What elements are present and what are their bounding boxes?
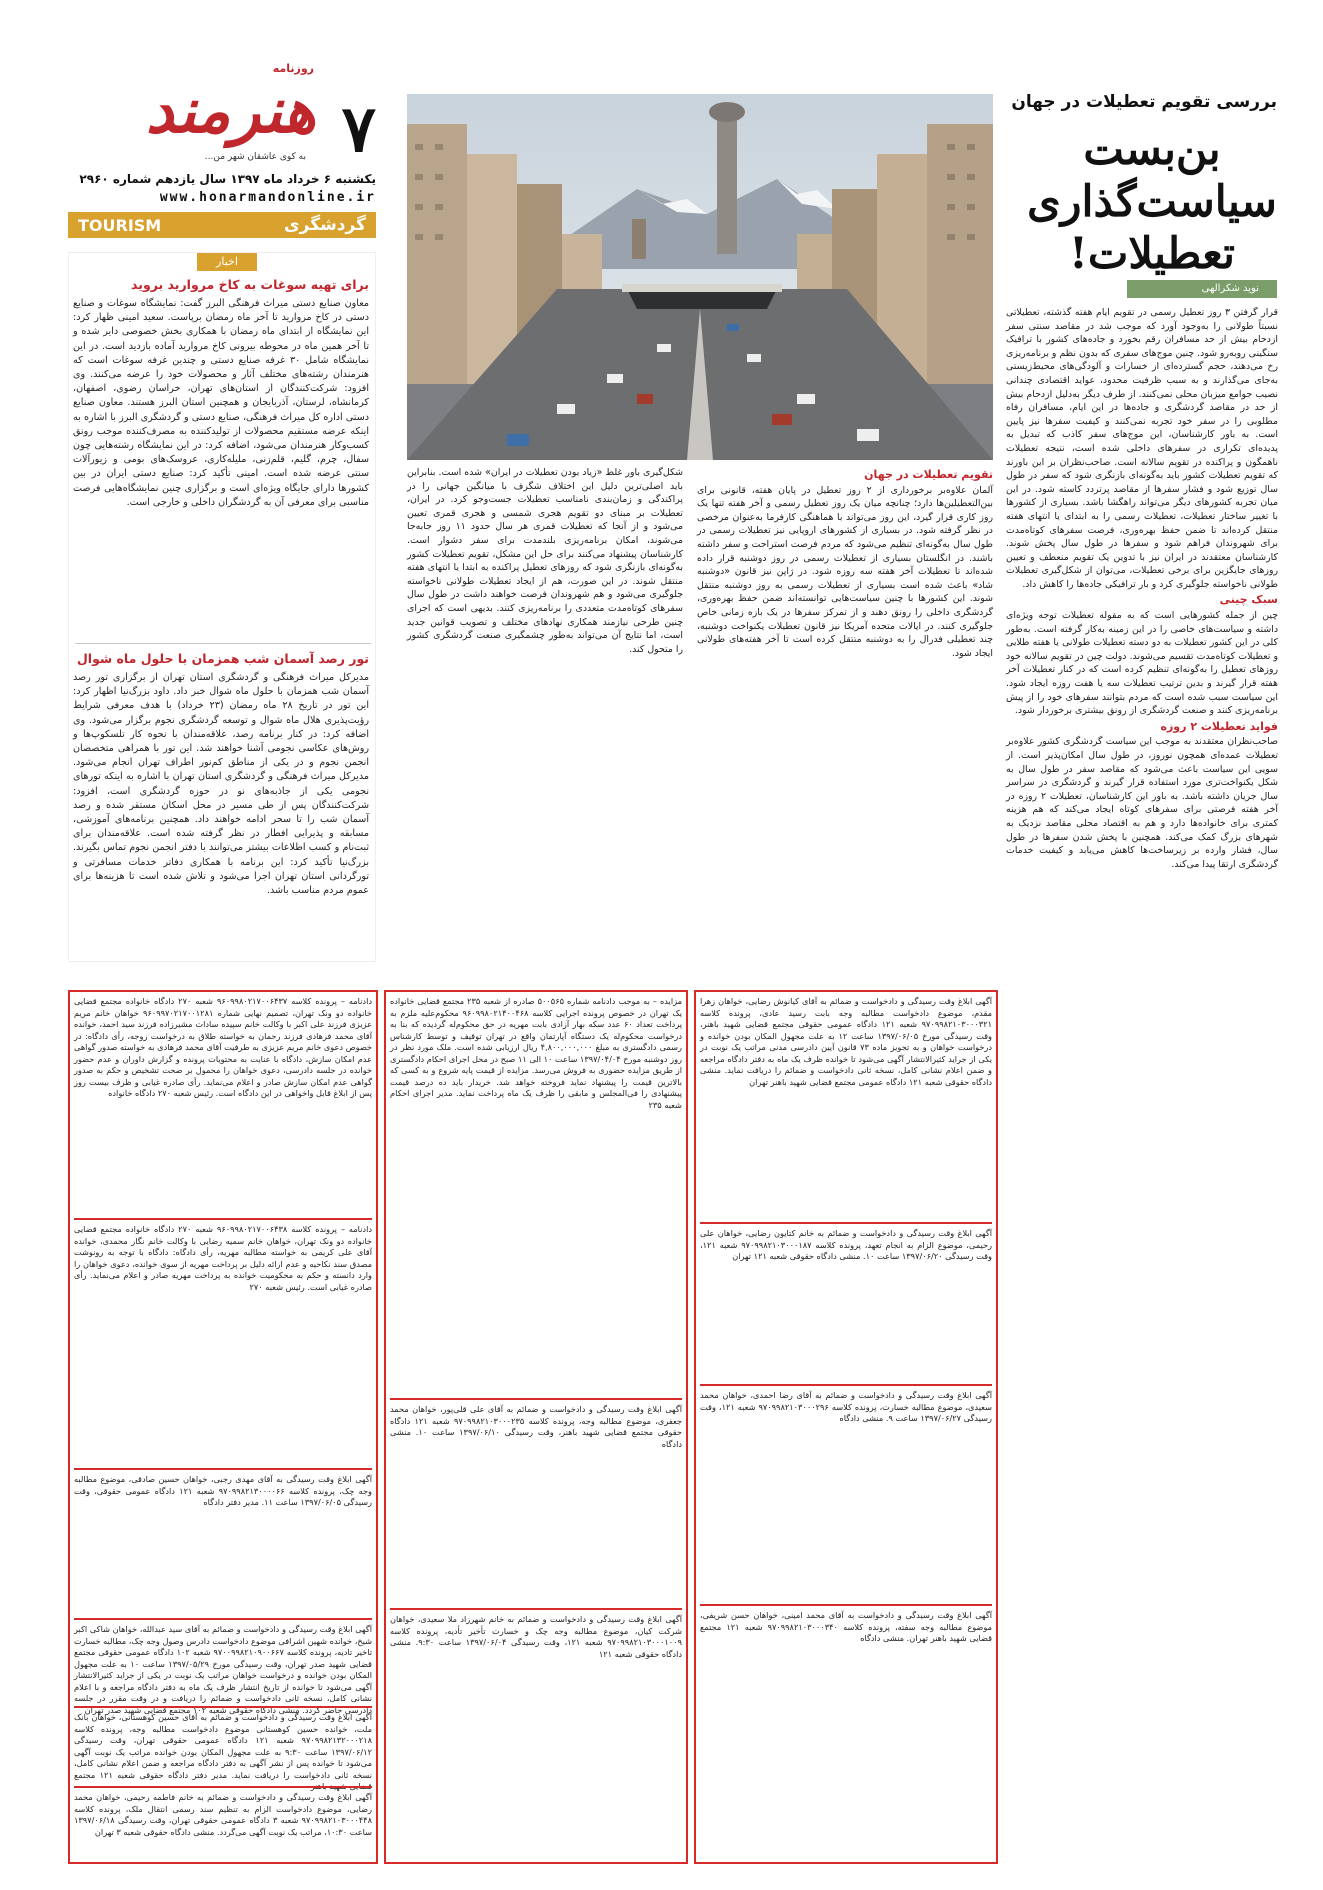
logo-small-text: روزنامه (272, 62, 314, 75)
legal-notice: دادنامه – پرونده کلاسه ۹۶۰۹۹۸۰۲۱۷۰۰۶۴۳۷ شعبه ۲۷۰ دادگاه خانواده مجتمع قضایی خانواده دو ونک تهران، تصمیم نهایی شماره ۹۶۰۹۹۷۰۲۱۷۰۰۱۲۸۱ خواهان خانم مریم عزیزی فرزند علی اکبر با وکالت خانم سپیده سادات مشیرزاده فرزند سید احمد، خوانده آقای محمد فرهادی فرزند رحمان به خواسته طلاق به درخواست زوجه، رأی دادگاه: در خصوص دعوی خانم مریم عزیزی به طرفیت آقای محمد فرهادی به خواسته صدور گواهی عدم امکان سازش، دادگاه با عنایت به محتویات پرونده و گزارش داوران و عدم حضور خوانده در جلسه دادرسی، دعوی خواهان را محمول بر صحت تشخیص و حکم به صدور گواهی عدم امکان سازش صادر و اعلام می‌نماید. رأی صادره غیابی و ظرف بیست روز پس از ابلاغ قابل واخواهی در این دادگاه است. رئیس شعبه ۲۷۰ دادگاه خانواده (74, 996, 372, 1098)
ad-divider (74, 1706, 372, 1708)
ad-divider (74, 1786, 372, 1788)
ad-divider (700, 1384, 992, 1386)
legal-notice: آگهی ابلاغ وقت رسیدگی به آقای مهدی رجبی، خواهان حسین صادقی، موضوع مطالبه وجه چک، پرونده کلاسه ۹۷۰۹۹۸۲۱۳۰۰۰۰۶۶ شعبه ۱۲۱ دادگاه عمومی حقوقی، وقت رسیدگی ۱۳۹۷/۰۶/۰۵ ساعت ۱۱. مدیر دفتر دادگاه (74, 1474, 372, 1507)
news-body: مدیرکل میراث فرهنگی و گردشگری استان تهران از برگزاری تور رصد آسمان شب همزمان با حلول ماه شوال خبر داد. داود بزرگ‌نیا اظهار کرد: این تور در تاریخ ۲۸ ماه رمضان (۲۳ خرداد) با هدف معرفی شرایط رؤیت‌پذیری هلال ماه شوال و توسعه گردشگری نجوم برگزار می‌شود. وی اضافه کرد: در کنار برنامه رصد، علاقه‌مندان با نحوه کار تلسکوپ‌ها و روش‌های عکاسی نجومی آشنا خواهند شد. این تور با همراهی متخصصان انجمن نجوم و در یکی از مناطق کم‌نور اطراف تهران انجام می‌شود. مدیرکل میراث فرهنگی و گردشگری استان تهران با اشاره به اینکه تورهای نجومی یکی از جاذبه‌های نو در حوزه گردشگری است، افزود: شرکت‌کنندگان پس از طی مسیر در محل اسکان مستقر شده و رصد آسمان شب را تا سحر ادامه خواهند داد. همچنین برنامه‌های آموزشی، مسابقه و پذیرایی افطار در نظر گرفته شده است. علاقه‌مندان برای ثبت‌نام و کسب اطلاعات بیشتر می‌توانند با دفتر انجمن نجوم تماس بگیرند. بزرگ‌نیا تأکید کرد: این برنامه با همکاری دفاتر خدمات مسافرتی و تورگردانی استان تهران اجرا می‌شود و تلاش شده است تا هزینه‌ها برای عموم مردم مناسب باشد. (73, 672, 369, 897)
article-paragraph: صاحب‌نظران معتقدند به موجب این سیاست گردشگری کشور علاوه‌بر تعطیلات عمده‌ای همچون نوروز، در طول سال امکان‌پذیر است. از سویی این سیاست باعث می‌شود که مقاصد سفر در طول سال به شکل یکنواخت‌تری مورد استفاده قرار گیرند و گردشگری در سراسر سال جریان داشته باشد. به باور این کارشناسان، تعطیلات ۲ روزه در آخر هفته فرصتی برای سفرهای کوتاه ایجاد می‌کند که هم هزینه کمتری برای خانواده‌ها دارد و هم به اقتصاد محلی مقاصد نزدیک به شهرهای بزرگ کمک می‌کند. همچنین با پخش شدن سفرها در طول سال، فشار وارده بر زیرساخت‌ها کاهش می‌یابد و کیفیت خدمات گردشگری ارتقا پیدا می‌کند. (1006, 736, 1279, 870)
article-paragraph: آلمان علاوه‌بر برخورداری از ۲ روز تعطیل در پایان هفته، قانونی برای بین‌التعطیلین‌ها دارد؛ چنانچه میان یک روز تعطیل رسمی و آخر هفته تنها یک روز کاری قرار گیرد، این روز می‌تواند با هماهنگی کارفرما به‌عنوان مرخصی در نظر گرفته شود. در بسیاری از کشورهای اروپایی نیز تعطیلات رسمی در طول سال به‌گونه‌ای تنظیم می‌شود که مردم فرصت استراحت و سفر داشته باشند. در انگلستان بسیاری از تعطیلات رسمی در روز دوشنبه قرار داده شده‌اند تا تعطیلات آخر هفته سه روزه شود. در ژاپن نیز قانون «دوشنبه شاد» باعث شده است بسیاری از تعطیلات رسمی به روز دوشنبه منتقل شوند. این کشورها با چنین سیاست‌هایی توانسته‌اند ضمن حفظ بهره‌وری، گردشگری داخلی را رونق دهند و از تمرکز سفرها در یک بازه زمانی خاص جلوگیری کنند. در ایالات متحده آمریکا نیز قانون تعطیلات یکنواخت دوشنبه، چند تعطیلی فدرال را به دوشنبه منتقل کرده است تا آخر هفته‌های طولانی ایجاد شود. (697, 484, 994, 659)
legal-notice: آگهی ابلاغ وقت رسیدگی و دادخواست و ضمائم به خانم شهرزاد ملا سعیدی، خواهان شرکت کیان، موضوع مطالبه وجه چک و خسارت تأخیر تأدیه، پرونده کلاسه ۹۷۰۹۹۸۲۱۰۳۰۰۰۱۰۰۹ شعبه ۱۲۱، وقت رسیدگی ۱۳۹۷/۰۶/۰۴ ساعت ۹:۳۰. منشی دادگاه حقوقی شعبه ۱۲۱ (390, 1614, 682, 1659)
legal-notice: آگهی ابلاغ وقت رسیدگی و دادخواست و ضمائم به آقای کیانوش رضایی، خواهان زهرا مقدم، موضوع دادخواست مطالبه وجه بابت رسید عادی، پرونده کلاسه ۹۷۰۹۹۸۲۱۰۳۰۰۰۳۲۱ شعبه ۱۲۱ دادگاه عمومی حقوقی مجتمع قضایی شهید باهنر، وقت رسیدگی مورخ ۱۳۹۷/۰۶/۰۵ ساعت ۱۲ به علت مجهول المکان بودن خوانده و درخواست خواهان و به تجویز ماده ۷۳ قانون آیین دادرسی مدنی مراتب یک نوبت در یکی از جراید کثیرالانتشار آگهی می‌شود تا خوانده ظرف یک ماه به دفتر دادگاه مراجعه و ضمن اعلام نشانی کامل، نسخه ثانی دادخواست و ضمائم را دریافت نماید. منشی دادگاه حقوقی شعبه ۱۲۱ دادگاه عمومی مجتمع قضایی شهید باهنر تهران (700, 996, 992, 1087)
logo-tagline: ...به کوی عاشقان شهر من (204, 152, 306, 162)
ad-divider (74, 1218, 372, 1220)
legal-notice: آگهی ابلاغ وقت رسیدگی و دادخواست و ضمائم به آقای علی قلی‌پور، خواهان محمد جعفری، موضوع مطالبه وجه، پرونده کلاسه ۹۷۰۹۹۸۲۱۰۳۰۰۰۲۳۵ شعبه ۱۲۱ دادگاه حقوقی مجتمع قضایی شهید باهنر، وقت رسیدگی ۱۳۹۷/۰۶/۱۰ ساعت ۱۰. منشی دادگاه (390, 1404, 682, 1449)
ad-divider (700, 1222, 992, 1224)
article-paragraph: شکل‌گیری باور غلط «زیاد بودن تعطیلات در ایران» شده است. بنابراین باید اصلی‌ترین دلیل این اختلاف شگرف با میانگین جهانی را در پراکندگی و زمان‌بندی نامناسب تعطیلات جست‌وجو کرد. در ایران، تعطیلات بر مبنای دو تقویم هجری شمسی و هجری قمری تعیین می‌شود و از آنجا که تعطیلات قمری هر سال حدود ۱۱ روز جابه‌جا می‌شوند، امکان برنامه‌ریزی بلندمدت برای سفر دشوار است. کارشناسان پیشنهاد می‌کنند برای حل این مشکل، تقویم تعطیلات کشور به‌گونه‌ای بازنگری شود که روزهای تعطیل پراکنده به ابتدا یا انتهای هفته منتقل شوند. در این صورت، هم از ایجاد تعطیلات طولانی ناخواسته جلوگیری می‌شود و هم شهروندان فرصت خواهند داشت در طول سال سفرهای کوتاه‌مدت متعددی را برنامه‌ریزی کنند. بدیهی است که اجرای چنین طرحی نیازمند همکاری نهادهای مختلف و تصویب قوانین جدید است، اما نتایج آن می‌تواند به‌طور چشمگیری صنعت گردشگری کشور را متحول کند. (407, 467, 683, 655)
news-tag: اخبار (197, 253, 257, 271)
newspaper-logo: هنرمند (145, 74, 316, 147)
article-column-1 (1006, 306, 1278, 1860)
ad-divider (390, 1398, 682, 1400)
legal-notice: آگهی ابلاغ وقت رسیدگی و دادخواست به آقای محمد امینی، خواهان حسن شریفی، موضوع مطالبه وجه سفته، پرونده کلاسه ۹۷۰۹۹۸۲۱۰۳۰۰۰۳۴۰ شعبه ۱۲۱ مجتمع قضایی شهید باهنر تهران. منشی دادگاه (700, 1610, 992, 1643)
ads-column-3 (68, 990, 378, 1864)
section-banner (68, 212, 376, 238)
page-number: ۷ (341, 92, 376, 167)
news-column (68, 252, 376, 962)
ad-divider (700, 1604, 992, 1606)
legal-notice: آگهی ابلاغ وقت رسیدگی و دادخواست و ضمائم به خانم فاطمه رحیمی، خواهان محمد رضایی، موضوع دادخواست الزام به تنظیم سند رسمی انتقال ملک، پرونده کلاسه ۹۷۰۹۹۸۲۱۰۳۰۰۰۴۴۸ شعبه ۳ دادگاه عمومی حقوقی تهران، وقت رسیدگی ۱۳۹۷/۰۶/۱۸ ساعت ۱۰:۳۰، مراتب یک نوبت آگهی می‌گردد. منشی دادگاه حقوقی شعبه ۳ تهران (74, 1792, 372, 1837)
article-headline: بن‌بست سیاست‌گذاری تعطیلات! (1027, 125, 1277, 279)
news-divider (75, 643, 371, 644)
article-subhead: سبک چینی (1219, 593, 1278, 607)
city-highway-photo (407, 94, 993, 460)
legal-notice: مزایده – به موجب دادنامه شماره ۵۰۰۵۶۵ صادره از شعبه ۲۳۵ مجتمع قضایی خانواده یک تهران در خصوص پرونده اجرایی کلاسه ۹۶۰۹۹۸۰۲۱۴۰۰۴۶۸ محکوم‌علیه ملزم به پرداخت تعداد ۶۰ عدد سکه بهار آزادی بابت مهریه در حق محکوم‌له گردیده که بنا به درخواست محکوم‌له یک دستگاه آپارتمان واقع در تهران توقیف و توسط کارشناس رسمی دادگستری به مبلغ ۴,۸۰۰,۰۰۰,۰۰۰ ریال ارزیابی شده است. ملک مورد نظر در روز دوشنبه مورخ ۱۳۹۷/۰۴/۰۴ ساعت ۱۰ الی ۱۱ صبح در محل اجرای احکام دادگستری از طریق مزایده حضوری به فروش می‌رسد. مزایده از قیمت پایه شروع و به کسی که بالاترین قیمت را پیشنهاد نماید فروخته خواهد شد. خریدار باید ده درصد قیمت پیشنهادی را فی‌المجلس و مابقی را ظرف یک ماه پرداخت نماید. مدیر اجرای احکام شعبه ۲۳۵ (390, 996, 682, 1110)
legal-notice: آگهی ابلاغ وقت رسیدگی و دادخواست و ضمائم به آقای رضا احمدی، خواهان محمد سعیدی، موضوع مطالبه خسارت، پرونده کلاسه ۹۷۰۹۹۸۲۱۰۳۰۰۰۲۹۶ شعبه ۱۲۱، وقت رسیدگی ۱۳۹۷/۰۶/۲۷ ساعت ۹. منشی دادگاه (700, 1390, 992, 1423)
ad-divider (74, 1468, 372, 1470)
article-author: نوید شکرالهی (1127, 280, 1277, 298)
article-column-2 (697, 466, 993, 966)
article-paragraph: چین از جمله کشورهایی است که به مقوله تعطیلات توجه ویژه‌ای داشته و سیاست‌های خاصی را در این زمینه به‌کار گرفته است. به‌طور کلی در این کشور تعطیلات به دو دسته تعطیلات طولانی یا هفته طلایی و تعطیلات کوتاه‌مدت تقسیم می‌شوند. دولت چین در تقویم سالانه خود روزهای تعطیل را به‌گونه‌ای تنظیم کرده است که در کنار تعطیلات آخر هفته قرار گیرند و بدین ترتیب تعطیلات سه یا هفت روزه ایجاد شود. این سیاست سبب شده است که مردم بتوانند سفرهای خود را از پیش برنامه‌ریزی کنند و صنعت گردشگری از رونق بیشتری برخوردار شود. (1006, 610, 1278, 717)
legal-notice: آگهی ابلاغ وقت رسیدگی و دادخواست و ضمائم به خانم کتایون رضایی، خواهان علی رحیمی، موضوع الزام به انجام تعهد، پرونده کلاسه ۹۷۰۹۹۸۲۱۰۳۰۰۰۱۸۷ شعبه ۱۲۱، وقت رسیدگی ۱۳۹۷/۰۶/۲۰ ساعت ۱۰. منشی دادگاه حقوقی شعبه ۱۲۱ تهران (700, 1228, 992, 1261)
legal-notice: دادنامه – پرونده کلاسه ۹۶۰۹۹۸۰۲۱۷۰۰۶۴۳۸ شعبه ۲۷۰ دادگاه خانواده مجتمع قضایی خانواده دو ونک تهران، خواهان خانم سمیه رضایی با وکالت خانم نگار محمدی، خوانده آقای علی کریمی به خواسته مطالبه مهریه، رأی دادگاه: دادگاه با توجه به رونوشت مصدق سند نکاحیه و عدم ارائه دلیل بر پرداخت مهریه از سوی خوانده، دعوی خواهان را وارد دانسته و حکم به محکومیت خوانده به پرداخت مهریه صادر و اعلام می‌نماید. رأی صادره غیابی است. رئیس شعبه ۲۷۰ (74, 1224, 372, 1292)
legal-notice: آگهی ابلاغ وقت رسیدگی و دادخواست و ضمائم به آقای حسین کوهستانی، خواهان بانک ملت، خوانده حسین کوهستانی موضوع دادخواست مطالبه وجه، پرونده کلاسه ۹۷۰۹۹۸۲۱۳۲۰۰۰۲۱۸ شعبه ۱۲۱ دادگاه عمومی حقوقی تهران، وقت رسیدگی ۱۳۹۷/۰۶/۱۲ ساعت ۹:۳۰ به علت مجهول المکان بودن خوانده مراتب یک نوبت آگهی می‌شود تا خوانده پس از نشر آگهی به دفتر دادگاه مراجعه و ضمن اعلام نشانی کامل، نسخه ثانی دادخواست را دریافت نماید. مدیر دفتر دادگاه حقوقی شعبه ۱۲۱ مجتمع قضایی شهید باهنر (74, 1712, 372, 1791)
legal-notice: آگهی ابلاغ وقت رسیدگی و دادخواست و ضمائم به آقای سید عبدالله، خواهان شاکی اکبر شیخ، خوانده شهین اشرافی موضوع دادخواست دادرس وصول وجه چک، مطالبه خسارت تاخیر تادیه، پرونده کلاسه ۹۷۰۰۹۹۸۲۱۰۹۰۰۶۶۷ شعبه ۱۰۲ دادگاه عمومی حقوقی مجتمع قضایی شهید صدر تهران، وقت رسیدگی مورخ ۱۳۹۷/۰۵/۲۹ ساعت ۱۰ به علت مجهول المکان بودن خوانده و درخواست خواهان مراتب یک نوبت در یکی از جراید کثیرالانتشار آگهی می‌شود تا خوانده از تاریخ انتشار ظرف یک ماه به دفتر دادگاه مراجعه و با اعلام نشانی کامل، نسخه ثانی دادخواست و ضمائم را دریافت و در وقت مقرر در جلسه دادرسی حاضر گردد. منشی دادگاه حقوقی شعبه ۱۰۲ مجتمع قضایی شهید صدر تهران (74, 1624, 372, 1715)
article-subhead: تقویم تعطیلات در جهان (864, 468, 993, 481)
news-body: معاون صنایع دستی میراث فرهنگی البرز گفت: نمایشگاه سوغات و صنایع دستی در کاخ مروارید تا آخر ماه رمضان برپاست. سعید امینی ظهار کرد: این نمایشگاه از ابتدای ماه رمضان با همکاری بخش خصوصی دایر شده و تا آخر همین ماه در محوطه بیرونی کاخ مروارید آماده بازدید است. در این نمایشگاه شامل ۳۰ غرفه صنایع دستی و چندین غرفه سوغات است که هنرمندان رشته‌های مختلف آثار و محصولات خود را عرضه می‌کنند. وی افزود: شرکت‌کنندگان از استان‌های تهران، خراسان رضوی، اصفهان، کرمانشاه، لرستان، آذربایجان و همچنین استان البرز هستند. معاون صنایع دستی اداره کل میراث فرهنگی، صنایع دستی و گردشگری البرز با اشاره به اینکه عرضه مستقیم محصولات از تولیدکننده به مصرف‌کننده موجب رونق کسب‌وکار هنرمندان می‌شود، اضافه کرد: در این نمایشگاه رشته‌هایی چون سفال، چرم، گلیم، قلم‌زنی، ملیله‌کاری، عروسک‌های بومی و زیورآلات سنتی عرضه شده است. امینی تأکید کرد: صنایع دستی ایران در بین کشورها دارای جایگاه ویژه‌ای است و برگزاری چنین نمایشگاه‌هایی فرصت مناسبی برای معرفی آن به گردشگران داخلی و خارجی است. (73, 298, 369, 508)
article-subhead: فواید تعطیلات ۲ روزه (1160, 719, 1278, 733)
news-title: تور رصد آسمان شب همزمان با حلول ماه شوال (76, 651, 369, 666)
masthead (68, 62, 376, 252)
section-title-en: TOURISM (78, 216, 162, 235)
news-title: برای تهیه سوغات به کاخ مروارید بروید (131, 277, 369, 292)
ad-divider (74, 1618, 372, 1620)
article-column-3 (407, 466, 683, 966)
ad-divider (390, 1608, 682, 1610)
issue-date-line: یکشنبه ۶ خرداد ماه ۱۳۹۷ سال یازدهم شماره ۲۹۶۰ (79, 172, 376, 186)
article-kicker: بررسی تقویم تعطیلات در جهان (1011, 92, 1277, 112)
article-photo (407, 94, 993, 460)
ads-column-2 (384, 990, 688, 1864)
article-paragraph: قرار گرفتن ۳ روز تعطیل رسمی در تقویم ایام هفته گذشته، تعطیلاتی نسبتاً طولانی را به‌وجود آورد که موجب شد در مقاصد سنتی سفر ازدحام بیش از حد مسافران رقم بخورد و جاده‌های کشور با ترافیک سنگینی روبه‌رو شود. چنین موج‌های سفری که بدون نظم و برنامه‌ریزی رخ می‌دهند، حجم گسترده‌ای از خسارات و آلودگی‌های محیط‌زیستی به‌جای می‌گذارند و به سبب ظرفیت محدود، عواید اقتصادی چندانی نصیب جوامع میزبان محلی نمی‌کنند. از طرف دیگر به‌دلیل ازدحام بیش از حد در مقاصد گردشگری و جاده‌ها در این ایام، مسافران رفاه مطلوبی را در سفر خود تجربه نمی‌کنند و کیفیت سفرها نیز پایین است. به باور کارشناسان، این موج‌های سفر کاذب که تبدیل به پدیده‌ای تکراری در سفرهای داخلی شده است، نتیجه تعطیلات ناهمگون و پراکنده در تقویم سالانه است. صاحب‌نظران بر این باورند که تقویم تعطیلات کشور باید به‌گونه‌ای بازنگری شود که سفر در طول سال توزیع شود و فشار سفرها از مقاصد پرتردد کاسته شود. در این میان تجربه کشورهای دیگر می‌تواند راهگشا باشد. بسیاری از کشورها با تغییر ساختار تعطیلات، تعطیلات رسمی را به ابتدای یا انتهای هفته منتقل کرده‌اند تا ضمن حفظ بهره‌وری، فرصت سفرهای کوتاه‌مدت برای شهروندان فراهم شود و سفرها در طول سال پخش شوند. کارشناسان معتقدند در ایران نیز با تدوین یک تقویم منعطف و تعیین روزهای جایگزین برای برخی تعطیلات، می‌توان از شکل‌گیری تعطیلات طولانی ناخواسته جلوگیری کرد و بار ترافیکی جاده‌ها را کاهش داد. (1006, 307, 1278, 590)
website-url[interactable]: www.honarmandonline.ir (159, 190, 376, 205)
section-title-fa: گردشگری (284, 215, 366, 235)
ads-column-1 (694, 990, 998, 1864)
